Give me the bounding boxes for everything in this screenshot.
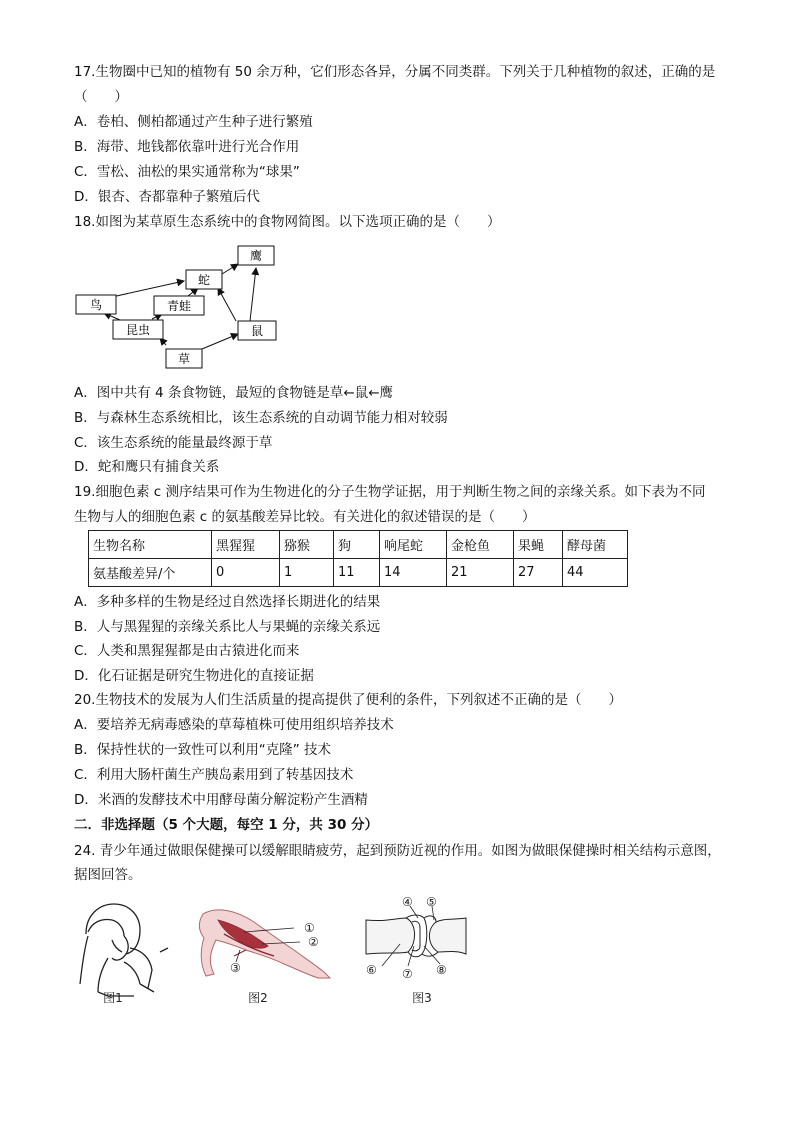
q19-option-a: A．多种多样的生物是经过自然选择长期进化的结果: [74, 594, 381, 610]
figure3-caption: 图3: [412, 991, 432, 1005]
q24-stem-line1: 24. 青少年通过做眼保健操可以缓解眼睛疲劳，起到预防近视的作用。如图为做眼保健操时相关结构示意图，: [74, 843, 721, 859]
figure3-joint-illustration: [366, 915, 466, 957]
figure3-label-6: ⑥: [366, 963, 377, 977]
node-bird: [76, 295, 116, 314]
table-cell: 生物名称: [89, 531, 212, 559]
figure2-label-1: ①: [304, 921, 315, 935]
q19-stem-line1: 19.细胞色素 c 测序结果可作为生物进化的分子生物学证据，用于判断生物之间的亲缘关系。如下表为不同: [74, 484, 706, 500]
figure3-label-7: ⑦: [402, 967, 413, 981]
q19-stem-line2: 生物与人的细胞色素 c 的氨基酸差异比较。有关进化的叙述错误的是（ ）: [74, 509, 536, 525]
q20-stem: 20.生物技术的发展为人们生活质量的提高提供了便利的条件，下列叙述不正确的是（ ）: [74, 692, 622, 708]
node-grass: [166, 349, 202, 368]
q19-option-c: C．人类和黑猩猩都是由古猿进化而来: [74, 643, 300, 659]
q19-option-d: D．化石证据是研究生物进化的直接证据: [74, 668, 314, 684]
table-cell: 氨基酸差异/个: [89, 559, 212, 587]
q19-option-b: B．人与黑猩猩的亲缘关系比人与果蝇的亲缘关系远: [74, 619, 381, 635]
q20-option-c: C．利用大肠杆菌生产胰岛素用到了转基因技术: [74, 767, 354, 783]
table-cell: 黑猩猩: [212, 531, 280, 559]
q18-option-c: C．该生态系统的能量最终源于草: [74, 435, 273, 451]
figure1-caption: 图1: [103, 991, 123, 1005]
food-web-diagram: [70, 238, 300, 373]
q18-stem: 18.如图为某草原生态系统中的食物网简图。以下选项正确的是（ ）: [74, 214, 501, 230]
node-frog-label: 青蛙: [166, 299, 192, 313]
table-cell: 14: [380, 559, 447, 587]
figure2-label-3: ③: [230, 961, 241, 975]
table-cell: 1: [280, 559, 334, 587]
q17-option-b: B．海带、地钱都依靠叶进行光合作用: [74, 139, 300, 155]
q17-option-c: C．雪松、油松的果实通常称为“球果”: [74, 164, 300, 180]
table-row: [89, 559, 628, 587]
amino-acid-difference-table: [88, 530, 628, 587]
table-cell: 0: [212, 559, 280, 587]
q20-option-a: A．要培养无病毒感染的草莓植株可使用组织培养技术: [74, 717, 394, 733]
table-cell: 44: [563, 559, 628, 587]
q17-stem-line1: 17.生物圈中已知的植物有 50 余万种，它们形态各异，分属不同类群。下列关于几种植物的叙述，正确的是: [74, 64, 716, 80]
table-cell: 响尾蛇: [380, 531, 447, 559]
node-eagle: [238, 246, 274, 265]
table-header-row: [89, 531, 628, 559]
table-cell: 27: [514, 559, 563, 587]
figure1-person-illustration: [80, 904, 168, 996]
figure3-label-5: ⑤: [426, 895, 437, 909]
q24-stem-line2: 据图回答。: [74, 867, 142, 883]
node-mouse: [238, 321, 276, 340]
node-snake: [186, 270, 222, 289]
table-cell: 11: [334, 559, 380, 587]
node-mouse-label: 鼠: [250, 324, 264, 338]
q18-option-a: A．图中共有 4 条食物链，最短的食物链是草←鼠←鹰: [74, 385, 394, 401]
q20-option-d: D．米酒的发酵技术中用酵母菌分解淀粉产生酒精: [74, 792, 368, 808]
q17-stem-line2: （ ）: [74, 89, 128, 105]
table-cell: 21: [447, 559, 514, 587]
q17-option-d: D．银杏、杏都靠种子繁殖后代: [74, 189, 260, 205]
node-eagle-label: 鹰: [249, 249, 263, 263]
figure3-label-4: ④: [402, 895, 413, 909]
table-cell: 猕猴: [280, 531, 334, 559]
figure2-caption: 图2: [248, 991, 268, 1005]
node-grass-label: 草: [177, 352, 191, 366]
node-snake-label: 蛇: [197, 273, 211, 287]
q17-option-a: A．卷柏、侧柏都通过产生种子进行繁殖: [74, 114, 313, 130]
figure3-label-8: ⑧: [436, 963, 447, 977]
table-cell: 果蝇: [514, 531, 563, 559]
q18-option-b: B．与森林生态系统相比，该生态系统的自动调节能力相对较弱: [74, 410, 448, 426]
table-cell: 金枪鱼: [447, 531, 514, 559]
q20-option-b: B．保持性状的一致性可以利用“克隆” 技术: [74, 742, 332, 758]
node-frog: [154, 296, 204, 315]
section-heading: 二．非选择题（5 个大题，每空 1 分，共 30 分）: [74, 817, 379, 833]
table-cell: 狗: [334, 531, 380, 559]
q18-option-d: D．蛇和鹰只有捕食关系: [74, 459, 220, 475]
node-bird-label: 鸟: [89, 298, 103, 312]
node-insect-label: 昆虫: [125, 323, 151, 337]
figure2-label-2: ②: [308, 935, 319, 949]
eye-exercise-figures: [68, 892, 488, 1012]
table-cell: 酵母菌: [563, 531, 628, 559]
node-insect: [113, 320, 163, 339]
